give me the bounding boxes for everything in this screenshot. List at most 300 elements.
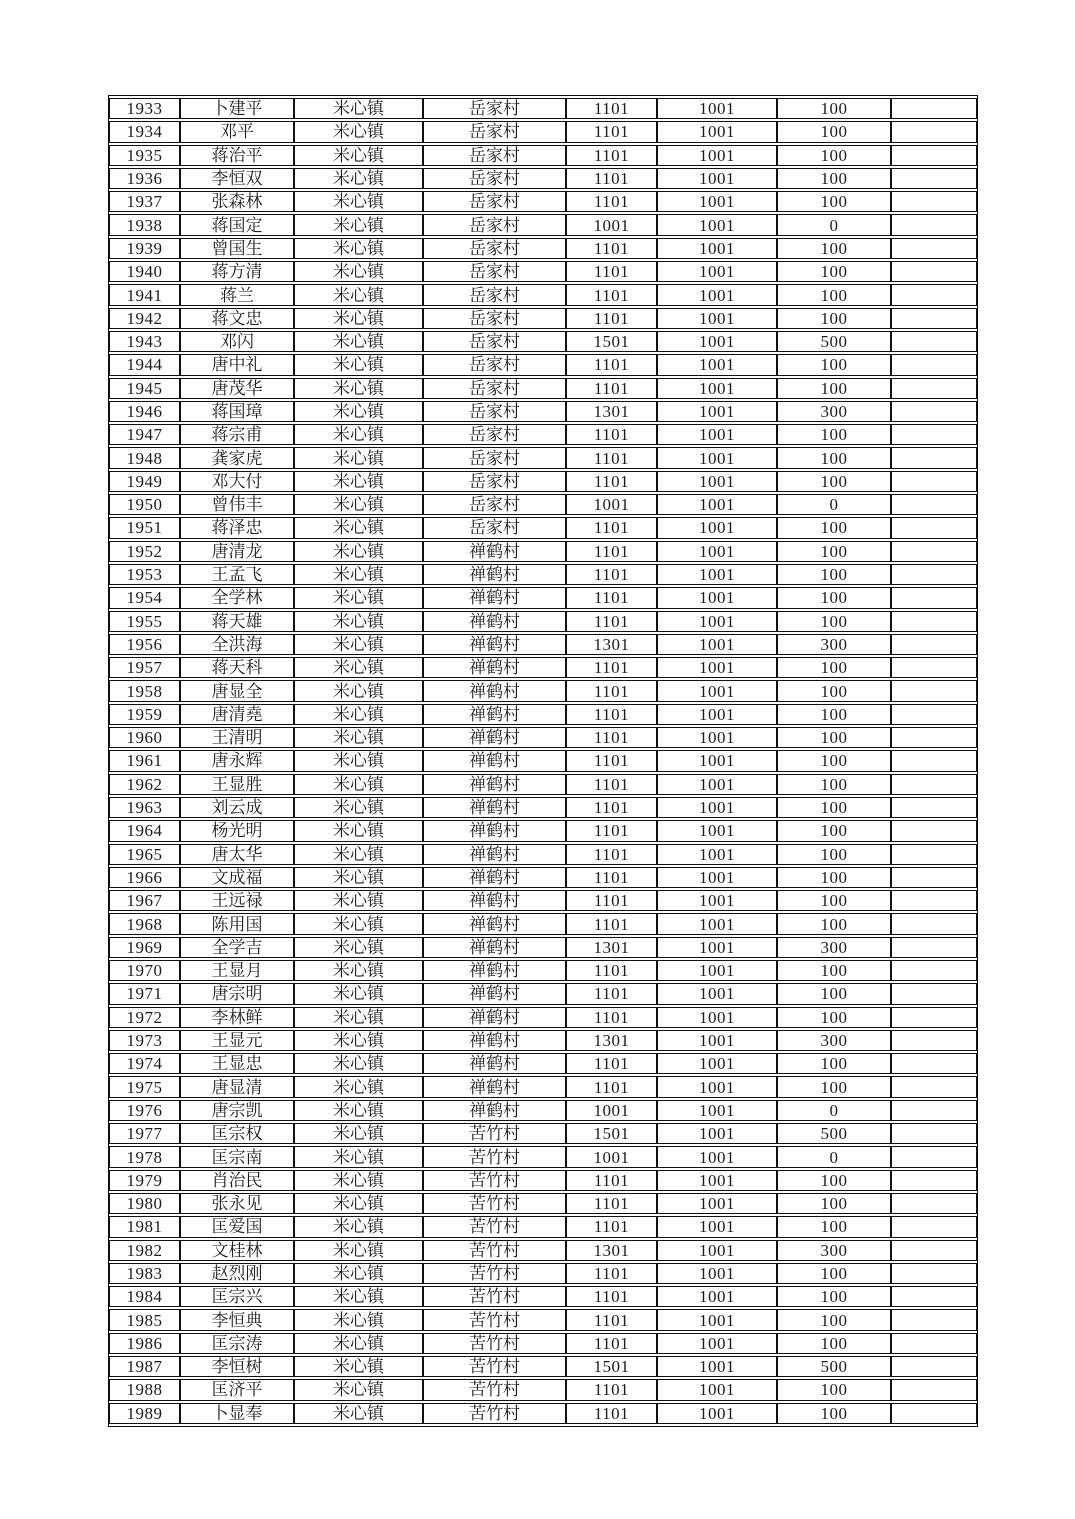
cell-amount-3: 100: [777, 191, 891, 212]
cell-amount-3: 100: [777, 1170, 891, 1191]
cell-amount-2: 1001: [657, 308, 777, 329]
cell-amount-3: 0: [777, 494, 891, 515]
cell-person-name: 唐宗凯: [180, 1100, 294, 1121]
cell-town: 米心镇: [294, 145, 423, 166]
cell-row-number: 1938: [109, 214, 180, 235]
cell-town: 米心镇: [294, 750, 423, 771]
cell-blank: [891, 797, 977, 818]
cell-amount-2: 1001: [657, 1007, 777, 1028]
table-row: [109, 261, 977, 282]
cell-town: 米心镇: [294, 471, 423, 492]
cell-amount-3: 100: [777, 1309, 891, 1330]
cell-blank: [891, 541, 977, 562]
cell-amount-3: 100: [777, 890, 891, 911]
cell-row-number: 1947: [109, 424, 180, 445]
table-row: [109, 1030, 977, 1051]
cell-amount-2: 1001: [657, 1076, 777, 1097]
cell-village: 苦竹村: [423, 1146, 566, 1167]
cell-town: 米心镇: [294, 1356, 423, 1377]
cell-town: 米心镇: [294, 844, 423, 865]
cell-town: 米心镇: [294, 517, 423, 538]
cell-person-name: 王远禄: [180, 890, 294, 911]
cell-village: 禅鹤村: [423, 541, 566, 562]
cell-village: 岳家村: [423, 354, 566, 375]
cell-person-name: 王显忠: [180, 1053, 294, 1074]
cell-blank: [891, 1356, 977, 1377]
table-row: [109, 541, 977, 562]
cell-village: 禅鹤村: [423, 1053, 566, 1074]
cell-village: 禅鹤村: [423, 960, 566, 981]
table-row: [109, 424, 977, 445]
cell-person-name: 唐中礼: [180, 354, 294, 375]
cell-amount-1: 1101: [566, 750, 657, 771]
cell-blank: [891, 494, 977, 515]
cell-row-number: 1986: [109, 1333, 180, 1354]
cell-amount-3: 500: [777, 1123, 891, 1144]
table-row: [109, 1216, 977, 1237]
cell-amount-1: 1101: [566, 517, 657, 538]
cell-blank: [891, 471, 977, 492]
cell-town: 米心镇: [294, 238, 423, 259]
cell-person-name: 龚家虎: [180, 447, 294, 468]
cell-town: 米心镇: [294, 1403, 423, 1424]
cell-blank: [891, 401, 977, 422]
cell-amount-1: 1101: [566, 1076, 657, 1097]
cell-amount-1: 1101: [566, 541, 657, 562]
cell-town: 米心镇: [294, 960, 423, 981]
table-row: [109, 494, 977, 515]
cell-amount-2: 1001: [657, 541, 777, 562]
cell-village: 禅鹤村: [423, 913, 566, 934]
cell-village: 岳家村: [423, 214, 566, 235]
cell-amount-2: 1001: [657, 844, 777, 865]
cell-town: 米心镇: [294, 611, 423, 632]
cell-person-name: 匡宗兴: [180, 1286, 294, 1307]
cell-row-number: 1957: [109, 657, 180, 678]
cell-town: 米心镇: [294, 284, 423, 305]
cell-amount-3: 0: [777, 214, 891, 235]
cell-row-number: 1955: [109, 611, 180, 632]
cell-person-name: 全学吉: [180, 937, 294, 958]
table-row: [109, 913, 977, 934]
cell-amount-2: 1001: [657, 1333, 777, 1354]
cell-person-name: 蒋治平: [180, 145, 294, 166]
cell-person-name: 邓平: [180, 121, 294, 142]
cell-amount-1: 1001: [566, 214, 657, 235]
cell-blank: [891, 308, 977, 329]
cell-amount-1: 1101: [566, 983, 657, 1004]
cell-row-number: 1969: [109, 937, 180, 958]
cell-town: 米心镇: [294, 1146, 423, 1167]
cell-amount-3: 100: [777, 704, 891, 725]
cell-amount-3: 300: [777, 937, 891, 958]
cell-town: 米心镇: [294, 1100, 423, 1121]
cell-person-name: 蒋国璋: [180, 401, 294, 422]
cell-village: 岳家村: [423, 517, 566, 538]
cell-town: 米心镇: [294, 447, 423, 468]
cell-blank: [891, 890, 977, 911]
table-row: [109, 378, 977, 399]
cell-row-number: 1970: [109, 960, 180, 981]
cell-amount-3: 100: [777, 1053, 891, 1074]
cell-person-name: 王清明: [180, 727, 294, 748]
cell-village: 禅鹤村: [423, 727, 566, 748]
cell-amount-1: 1101: [566, 1333, 657, 1354]
cell-town: 米心镇: [294, 913, 423, 934]
cell-amount-1: 1101: [566, 447, 657, 468]
cell-village: 禅鹤村: [423, 937, 566, 958]
cell-town: 米心镇: [294, 1076, 423, 1097]
cell-row-number: 1980: [109, 1193, 180, 1214]
cell-amount-2: 1001: [657, 145, 777, 166]
cell-amount-1: 1101: [566, 867, 657, 888]
cell-amount-2: 1001: [657, 1053, 777, 1074]
cell-row-number: 1939: [109, 238, 180, 259]
table-row: [109, 797, 977, 818]
cell-village: 苦竹村: [423, 1263, 566, 1284]
cell-row-number: 1952: [109, 541, 180, 562]
table-row: [109, 471, 977, 492]
cell-amount-1: 1101: [566, 354, 657, 375]
cell-amount-2: 1001: [657, 634, 777, 655]
table-row: [109, 238, 977, 259]
cell-row-number: 1974: [109, 1053, 180, 1074]
cell-row-number: 1949: [109, 471, 180, 492]
table-row: [109, 401, 977, 422]
cell-blank: [891, 1076, 977, 1097]
cell-amount-3: 100: [777, 308, 891, 329]
cell-blank: [891, 331, 977, 352]
cell-village: 禅鹤村: [423, 657, 566, 678]
cell-amount-2: 1001: [657, 587, 777, 608]
table-row: [109, 1333, 977, 1354]
cell-person-name: 王显元: [180, 1030, 294, 1051]
cell-village: 禅鹤村: [423, 983, 566, 1004]
cell-row-number: 1965: [109, 844, 180, 865]
cell-blank: [891, 145, 977, 166]
cell-village: 苦竹村: [423, 1240, 566, 1261]
cell-row-number: 1983: [109, 1263, 180, 1284]
cell-amount-2: 1001: [657, 517, 777, 538]
table-row: [109, 680, 977, 701]
cell-amount-3: 100: [777, 424, 891, 445]
cell-row-number: 1972: [109, 1007, 180, 1028]
cell-person-name: 张永见: [180, 1193, 294, 1214]
cell-person-name: 邓大付: [180, 471, 294, 492]
cell-amount-3: 100: [777, 1263, 891, 1284]
cell-amount-1: 1501: [566, 1123, 657, 1144]
cell-row-number: 1979: [109, 1170, 180, 1191]
cell-amount-2: 1001: [657, 750, 777, 771]
cell-amount-2: 1001: [657, 1403, 777, 1424]
cell-amount-3: 100: [777, 378, 891, 399]
cell-person-name: 肖治民: [180, 1170, 294, 1191]
cell-amount-2: 1001: [657, 401, 777, 422]
cell-village: 岳家村: [423, 121, 566, 142]
cell-amount-3: 100: [777, 168, 891, 189]
cell-amount-2: 1001: [657, 704, 777, 725]
cell-person-name: 唐清堯: [180, 704, 294, 725]
cell-blank: [891, 1193, 977, 1214]
table-row: [109, 1240, 977, 1261]
table-row: [109, 1100, 977, 1121]
table-row: [109, 1309, 977, 1330]
table-row: [109, 1123, 977, 1144]
cell-person-name: 王孟飞: [180, 564, 294, 585]
cell-row-number: 1963: [109, 797, 180, 818]
cell-blank: [891, 844, 977, 865]
table-row: [109, 890, 977, 911]
cell-amount-2: 1001: [657, 378, 777, 399]
cell-amount-3: 300: [777, 634, 891, 655]
cell-blank: [891, 1100, 977, 1121]
table-row: [109, 657, 977, 678]
cell-blank: [891, 378, 977, 399]
cell-person-name: 唐永辉: [180, 750, 294, 771]
cell-person-name: 曾国生: [180, 238, 294, 259]
cell-person-name: 匡济平: [180, 1379, 294, 1400]
cell-town: 米心镇: [294, 168, 423, 189]
cell-person-name: 唐清龙: [180, 541, 294, 562]
cell-row-number: 1961: [109, 750, 180, 771]
cell-amount-1: 1101: [566, 471, 657, 492]
cell-amount-1: 1101: [566, 797, 657, 818]
cell-town: 米心镇: [294, 797, 423, 818]
cell-town: 米心镇: [294, 1123, 423, 1144]
cell-village: 禅鹤村: [423, 867, 566, 888]
cell-town: 米心镇: [294, 634, 423, 655]
cell-village: 岳家村: [423, 424, 566, 445]
cell-amount-2: 1001: [657, 214, 777, 235]
cell-amount-3: 100: [777, 98, 891, 119]
cell-amount-3: 100: [777, 121, 891, 142]
cell-row-number: 1956: [109, 634, 180, 655]
cell-amount-3: 100: [777, 145, 891, 166]
table-row: [109, 1193, 977, 1214]
cell-town: 米心镇: [294, 1309, 423, 1330]
cell-amount-1: 1001: [566, 1100, 657, 1121]
cell-village: 岳家村: [423, 284, 566, 305]
cell-person-name: 文桂林: [180, 1240, 294, 1261]
cell-town: 米心镇: [294, 354, 423, 375]
cell-person-name: 王显月: [180, 960, 294, 981]
cell-amount-2: 1001: [657, 797, 777, 818]
cell-person-name: 李恒双: [180, 168, 294, 189]
cell-amount-1: 1101: [566, 424, 657, 445]
cell-row-number: 1960: [109, 727, 180, 748]
cell-blank: [891, 168, 977, 189]
cell-village: 禅鹤村: [423, 1100, 566, 1121]
cell-amount-1: 1101: [566, 680, 657, 701]
table-row: [109, 517, 977, 538]
cell-town: 米心镇: [294, 587, 423, 608]
table-row: [109, 121, 977, 142]
cell-amount-1: 1101: [566, 844, 657, 865]
cell-amount-1: 1101: [566, 1007, 657, 1028]
table-row: [109, 1379, 977, 1400]
cell-amount-1: 1101: [566, 1193, 657, 1214]
cell-amount-2: 1001: [657, 1286, 777, 1307]
cell-row-number: 1951: [109, 517, 180, 538]
cell-village: 苦竹村: [423, 1123, 566, 1144]
cell-person-name: 李恒树: [180, 1356, 294, 1377]
table-row: [109, 611, 977, 632]
cell-amount-1: 1101: [566, 238, 657, 259]
cell-row-number: 1982: [109, 1240, 180, 1261]
table-row: [109, 331, 977, 352]
cell-blank: [891, 1123, 977, 1144]
cell-blank: [891, 680, 977, 701]
cell-amount-2: 1001: [657, 913, 777, 934]
cell-row-number: 1973: [109, 1030, 180, 1051]
cell-amount-1: 1501: [566, 1356, 657, 1377]
cell-village: 苦竹村: [423, 1379, 566, 1400]
cell-amount-1: 1101: [566, 727, 657, 748]
cell-town: 米心镇: [294, 1286, 423, 1307]
cell-amount-3: 100: [777, 867, 891, 888]
cell-amount-1: 1301: [566, 401, 657, 422]
cell-row-number: 1950: [109, 494, 180, 515]
cell-row-number: 1946: [109, 401, 180, 422]
cell-amount-3: 100: [777, 517, 891, 538]
cell-blank: [891, 634, 977, 655]
cell-village: 禅鹤村: [423, 750, 566, 771]
cell-amount-2: 1001: [657, 937, 777, 958]
cell-amount-3: 100: [777, 564, 891, 585]
cell-amount-2: 1001: [657, 121, 777, 142]
table-row: [109, 727, 977, 748]
cell-amount-2: 1001: [657, 238, 777, 259]
cell-village: 苦竹村: [423, 1356, 566, 1377]
cell-blank: [891, 354, 977, 375]
cell-village: 岳家村: [423, 238, 566, 259]
cell-town: 米心镇: [294, 890, 423, 911]
cell-amount-3: 100: [777, 1076, 891, 1097]
cell-row-number: 1941: [109, 284, 180, 305]
cell-village: 禅鹤村: [423, 1007, 566, 1028]
cell-blank: [891, 1379, 977, 1400]
cell-amount-3: 100: [777, 471, 891, 492]
cell-village: 苦竹村: [423, 1286, 566, 1307]
cell-town: 米心镇: [294, 1379, 423, 1400]
cell-blank: [891, 517, 977, 538]
cell-amount-3: 100: [777, 354, 891, 375]
cell-row-number: 1968: [109, 913, 180, 934]
cell-blank: [891, 1309, 977, 1330]
cell-town: 米心镇: [294, 1263, 423, 1284]
cell-amount-2: 1001: [657, 98, 777, 119]
cell-person-name: 蒋国定: [180, 214, 294, 235]
cell-blank: [891, 1240, 977, 1261]
cell-row-number: 1976: [109, 1100, 180, 1121]
table-row: [109, 820, 977, 841]
cell-amount-1: 1101: [566, 1379, 657, 1400]
cell-amount-3: 100: [777, 447, 891, 468]
cell-amount-3: 100: [777, 727, 891, 748]
cell-village: 禅鹤村: [423, 797, 566, 818]
cell-village: 岳家村: [423, 471, 566, 492]
cell-amount-2: 1001: [657, 727, 777, 748]
table-row: [109, 1053, 977, 1074]
cell-amount-1: 1101: [566, 587, 657, 608]
cell-town: 米心镇: [294, 1333, 423, 1354]
table-row: [109, 1170, 977, 1191]
cell-amount-2: 1001: [657, 168, 777, 189]
cell-town: 米心镇: [294, 121, 423, 142]
cell-amount-1: 1101: [566, 913, 657, 934]
cell-person-name: 李林鲜: [180, 1007, 294, 1028]
cell-amount-2: 1001: [657, 1309, 777, 1330]
table-row: [109, 354, 977, 375]
cell-amount-1: 1301: [566, 1240, 657, 1261]
cell-amount-3: 100: [777, 657, 891, 678]
cell-row-number: 1977: [109, 1123, 180, 1144]
cell-town: 米心镇: [294, 774, 423, 795]
cell-amount-2: 1001: [657, 680, 777, 701]
cell-amount-2: 1001: [657, 1263, 777, 1284]
cell-village: 禅鹤村: [423, 704, 566, 725]
cell-row-number: 1933: [109, 98, 180, 119]
cell-amount-2: 1001: [657, 1123, 777, 1144]
cell-person-name: 陈用国: [180, 913, 294, 934]
table-row: [109, 564, 977, 585]
cell-blank: [891, 214, 977, 235]
cell-blank: [891, 820, 977, 841]
cell-town: 米心镇: [294, 1216, 423, 1237]
cell-village: 岳家村: [423, 447, 566, 468]
cell-amount-1: 1101: [566, 1216, 657, 1237]
cell-amount-3: 100: [777, 844, 891, 865]
cell-blank: [891, 587, 977, 608]
cell-village: 岳家村: [423, 261, 566, 282]
cell-person-name: 蒋兰: [180, 284, 294, 305]
table-row: [109, 284, 977, 305]
cell-blank: [891, 1007, 977, 1028]
cell-amount-3: 0: [777, 1100, 891, 1121]
cell-person-name: 李恒典: [180, 1309, 294, 1330]
cell-person-name: 文成福: [180, 867, 294, 888]
cell-village: 岳家村: [423, 401, 566, 422]
cell-amount-1: 1101: [566, 1170, 657, 1191]
cell-amount-1: 1101: [566, 1263, 657, 1284]
cell-person-name: 蒋泽忠: [180, 517, 294, 538]
cell-person-name: 蒋天雄: [180, 611, 294, 632]
cell-town: 米心镇: [294, 331, 423, 352]
cell-person-name: 张森林: [180, 191, 294, 212]
cell-village: 禅鹤村: [423, 611, 566, 632]
cell-village: 禅鹤村: [423, 890, 566, 911]
cell-row-number: 1934: [109, 121, 180, 142]
cell-village: 苦竹村: [423, 1170, 566, 1191]
cell-person-name: 匡宗权: [180, 1123, 294, 1144]
cell-amount-2: 1001: [657, 890, 777, 911]
cell-amount-3: 300: [777, 1240, 891, 1261]
cell-amount-1: 1101: [566, 611, 657, 632]
cell-person-name: 匡宗南: [180, 1146, 294, 1167]
cell-blank: [891, 750, 977, 771]
cell-amount-2: 1001: [657, 774, 777, 795]
cell-person-name: 全洪海: [180, 634, 294, 655]
cell-row-number: 1971: [109, 983, 180, 1004]
cell-row-number: 1981: [109, 1216, 180, 1237]
cell-village: 禅鹤村: [423, 587, 566, 608]
cell-blank: [891, 424, 977, 445]
cell-town: 米心镇: [294, 937, 423, 958]
cell-row-number: 1985: [109, 1309, 180, 1330]
cell-amount-2: 1001: [657, 1379, 777, 1400]
cell-row-number: 1959: [109, 704, 180, 725]
cell-blank: [891, 191, 977, 212]
